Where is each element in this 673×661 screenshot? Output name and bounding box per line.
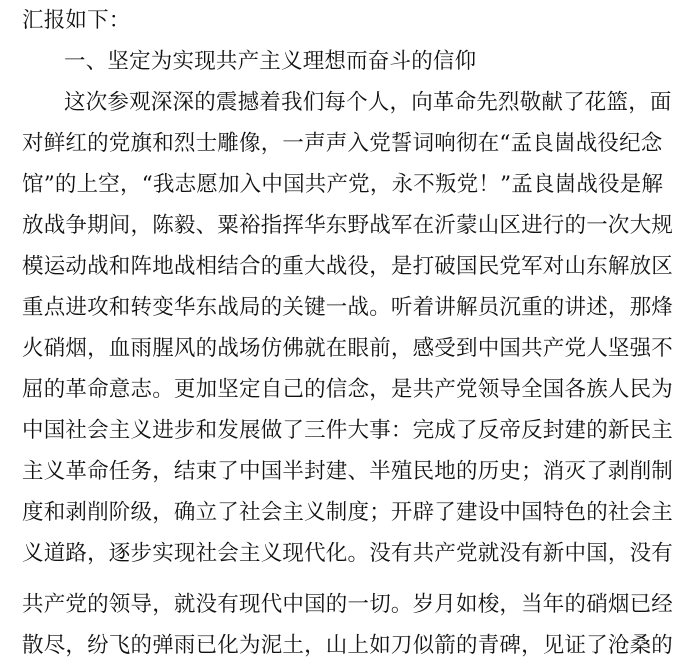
paragraph-line: 度和剥削阶级，确立了社会主义制度；开辟了建设中国特色的社会主 (22, 500, 673, 525)
paragraph-line: 馆”的上空，“我志愿加入中国共产党，永不叛党！”孟良崮战役是解 (22, 172, 664, 197)
paragraph-line: 共产党的领导，就没有现代中国的一切。岁月如梭，当年的硝烟已经 (22, 592, 673, 617)
paragraph-line: 主义革命任务，结束了中国半封建、半殖民地的历史；消灭了剥削制 (22, 459, 673, 484)
intro-text: 汇报如下： (22, 8, 131, 33)
paragraph-line: 对鲜红的党旗和烈士雕像，一声声入党誓词响彻在“孟良崮战役纪念 (22, 131, 663, 156)
paragraph-line: 模运动战和阵地战相结合的重大战役，是打破国民党军对山东解放区 (22, 254, 673, 279)
paragraph-line: 屈的革命意志。更加坚定自己的信念，是共产党领导全国各族人民为 (22, 377, 673, 402)
paragraph-line: 火硝烟，血雨腥风的战场仿佛就在眼前，感受到中国共产党人坚强不 (22, 336, 673, 361)
paragraph-line: 散尽，纷飞的弹雨已化为泥土，山上如刀似箭的青碑，见证了沧桑的 (22, 633, 673, 658)
paragraph-line: 这次参观深深的震撼着我们每个人，向革命先烈敬献了花篮，面 (64, 90, 672, 115)
paragraph-line: 放战争期间，陈毅、粟裕指挥华东野战军在沂蒙山区进行的一次大规 (22, 213, 673, 238)
section-heading: 一、坚定为实现共产主义理想而奋斗的信仰 (64, 49, 477, 74)
paragraph-line: 义道路，逐步实现社会主义现代化。没有共产党就没有新中国，没有 (22, 541, 673, 566)
paragraph-line: 中国社会主义进步和发展做了三件大事：完成了反帝反封建的新民主 (22, 418, 673, 443)
paragraph-line: 重点进攻和转变华东战局的关键一战。听着讲解员沉重的讲述，那烽 (22, 295, 673, 320)
